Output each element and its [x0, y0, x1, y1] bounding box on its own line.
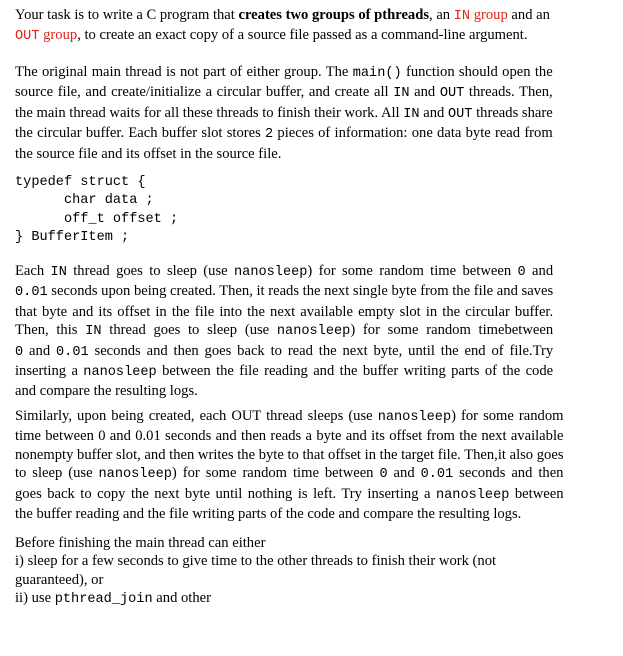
intro-paragraph [15, 6, 550, 47]
out-group-term: OUT [15, 29, 40, 45]
code-line: off_t offset ; [15, 211, 179, 227]
code-line: typedef struct { [15, 175, 146, 190]
intro-line-1: Your task is to write a C program that creates two groups of pthreads, an IN group and an [15, 7, 550, 24]
code-block [15, 174, 178, 248]
out-thread-paragraph: Similarly, upon being created, each OUT thread sleeps (use nanosleep) for some random time between 0 and 0.01 seconds and then reads a byte and its offset from the next available nonempty buffer slot, and then writes the byte to that offset in the target file. Then,it also goes to sleep (use nanosleep) for some random time between 0 and 0.01 seconds and then goes back to copy the next byte until nothing is left. Try inserting a nanosleep between the buffer reading and the file writing parts of the code and compare the resulting logs. [15, 408, 564, 523]
bold-phrase: creates two groups of pthreads [238, 7, 430, 23]
in-thread-paragraph: Each IN thread goes to sleep (use nanosleep) for some random time between 0 and 0.01 seconds upon being created. Then, it reads the next single byte from the file and saves that byte and its offset in the file into the next available empty slot in the circular buffer. Then, this IN thread goes to sleep (use nanosleep) for some random timebetween 0 and 0.01 seconds and then goes back to read the next byte, until the end of file.Try inserting a nanosleep between the file reading and the buffer writing parts of the code and compare the resulting logs. [15, 263, 554, 400]
code-line: char data ; [15, 193, 154, 209]
intro-line-2: OUT group, to create an exact copy of a source file passed as a command-line argument. [15, 27, 528, 45]
in-group-term: IN [453, 9, 471, 24]
main-thread-paragraph: The original main thread is not part of either group. The main() function should open the source file, and create/initialize a circular buffer, and create all IN and OUT threads. Then, the main thread waits for all these threads to finish their work. All IN and OUT threads share the circular buffer. Each buffer slot stores 2 pieces of information: one data byte read from the source file and its offset in the source file. [15, 64, 553, 162]
code-line: } BufferItem ; [15, 230, 130, 246]
finish-paragraph: Before finishing the main thread can either i) sleep for a few seconds to give time to the other threads to finish their work (not guaranteed), or ii) use pthread_join and other [15, 535, 497, 608]
